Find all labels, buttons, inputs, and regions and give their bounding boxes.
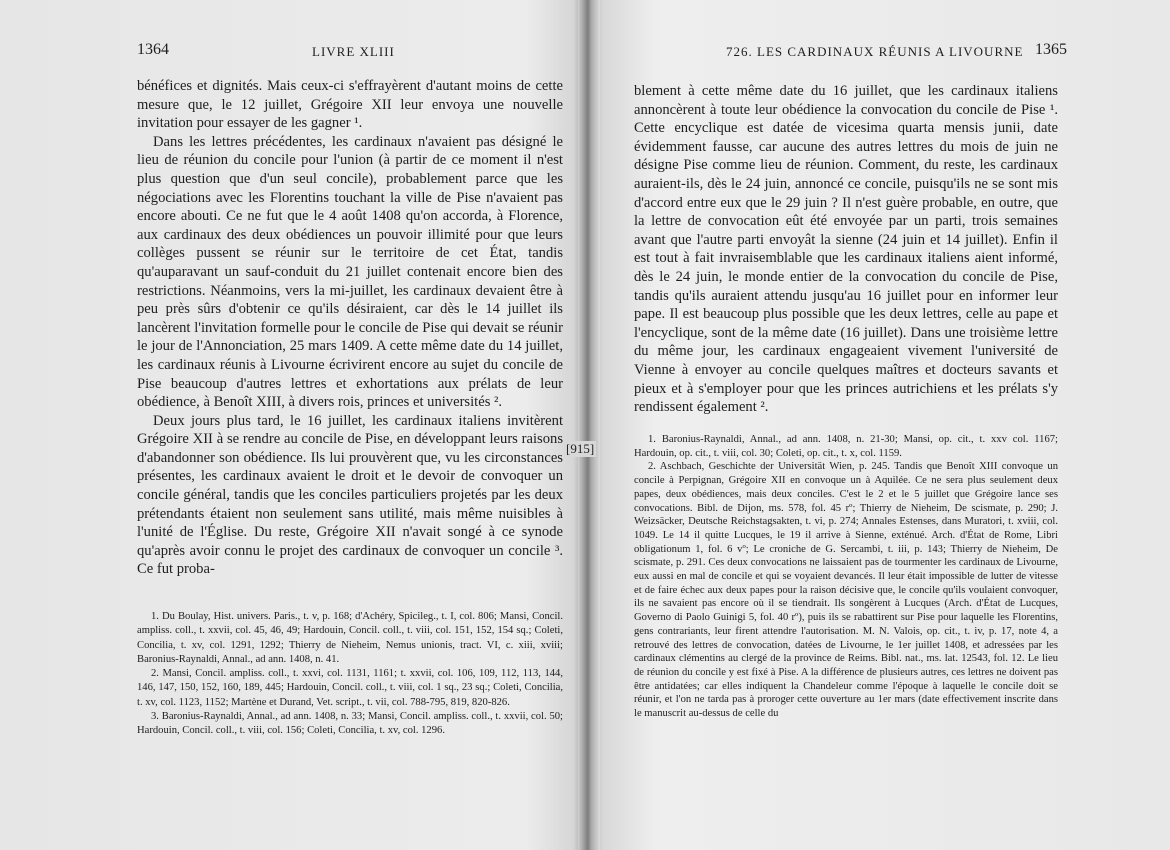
footnote: 3. Baronius-Raynaldi, Annal., ad ann. 1408, n. 33; Mansi, Concil. ampliss. coll., t. xxvii, col. 50; Hardouin, Concil. coll., t. viii, col. 156; Coleti, Concilia, t. xv, col. 1296.: [137, 711, 563, 737]
page-number: 1365: [1035, 41, 1067, 58]
running-head: LIVRE XLIII: [312, 44, 395, 59]
paragraph: Dans les lettres précédentes, les cardinaux n'avaient pas désigné le lieu de réunion du concile pour l'union (à partir de ce moment il n'est plus question que d'un seul concile), probablement parce que les négociations avec les Florentins touchant la ville de Pise n'avaient pas encore abouti. Ce ne fut que le 4 août 1408 qu'on accorda, à Florence, aux cardinaux des deux obédiences un pouvoir illimité pour que leurs collèges pussent se réunir sur le territoire de cet État, tandis qu'auparavant un sauf-conduit du 21 juillet contenait encore bien des restrictions. Néanmoins, vers la mi-juillet, les cardinaux devaient être à peu près sûrs d'obtenir ce qu'ils désiraient, car dès le 14 juillet ils lancèrent l'invitation formelle pour le concile de Pise qui devait se réunir le jour de l'Annonciation, 25 mars 1409. A cette même date du 14 juillet, les cardinaux réunis à Livourne écrivirent encore au sujet du concile de Pise beaucoup d'autres lettres et exhortations aux prélats de leur obédience, à Benoît XIII, à divers rois, princes et universités ².: [137, 133, 563, 411]
footnotes: [137, 610, 563, 739]
page-number: 1364: [137, 41, 169, 58]
main-text: [634, 82, 1058, 417]
running-head: 726. LES CARDINAUX RÉUNIS A LIVOURNE: [726, 44, 1024, 59]
paragraph: bénéfices et dignités. Mais ceux-ci s'effrayèrent d'autant moins de cette mesure que, le 12 juillet, Grégoire XII leur envoya une nouvelle invitation pour essayer de les gagner ¹.: [137, 78, 563, 132]
margin-page-reference: [915]: [566, 441, 595, 456]
paragraph: Deux jours plus tard, le 16 juillet, les cardinaux italiens invitèrent Grégoire XII à se rendre au concile de Pise, en développant leurs raisons d'abandonner son obédience. Ils lui prouvèrent que, vu les circonstances présentes, les cardinaux avaient le droit et le devoir de convoquer un concile général, tandis que les conciles particuliers projetés par les deux prétendants étaient non seulement sans utilité, mais même nuisibles à l'unité de l'Église. Du reste, Grégoire XII n'avait songé à ce synode qu'après avoir connu le projet des cardinaux de convoquer un concile ³. Ce fut proba-: [137, 412, 563, 578]
footnote: 1. Du Boulay, Hist. univers. Paris., t. v, p. 168; d'Achéry, Spicileg., t. I, col. 806; Mansi, Concil. ampliss. coll., t. xxvii, col. 45, 46, 49; Hardouin, Concil. coll., t. viii, col. 151, 152, 154 sq.; Coleti, Concilia, t. xv, col. 1291, 1292; Thierry de Nieheim, Nemus unionis, tract. VI, c. xiii, xviii; Baronius-Raynaldi, Annal., ad ann. 1408, n. 41.: [137, 611, 563, 665]
footnotes: [634, 433, 1058, 721]
paragraph: blement à cette même date du 16 juillet, que les cardinaux italiens annoncèrent à toute leur obédience la convocation du concile de Pise ¹. Cette encyclique est datée de vicesima quarta mensis junii, date évidemment fausse, car aucune des autres lettres du mois de juin ne désigne Pise comme lieu de réunion. Comment, du reste, les cardinaux auraient-ils, dès le 24 juin, annoncé ce concile, puisqu'ils ne se sont mis d'accord entre eux que le 29 juin ? Il n'est guère probable, en outre, que la lettre de convocation eût été envoyée par un parti, trois semaines avant que l'autre parti envoyât la sienne (24 juin et 14 juillet). Enfin il est tout à fait invraisemblable que les cardinaux italiens aient informé, dès le 24 juin, le monde entier de la convocation du concile de Pise, tandis qu'ils auraient attendu jusqu'au 16 juillet pour en informer leur pape. Il est beaucoup plus possible que les deux lettres, celle au pape et l'encyclique, sont de la même date (16 juillet). Dans une troisième lettre du même jour, les cardinaux engageaient vivement l'université de Vienne à envoyer au concile quelques maîtres et docteurs savants et pieux et à s'employer pour que les princes autrichiens et les prélats s'y rendissent également ².: [634, 83, 1058, 416]
footnote: 2. Mansi, Concil. ampliss. coll., t. xxvi, col. 1131, 1161; t. xxvii, col. 106, 109, 112, 113, 144, 146, 147, 150, 152, 160, 189, 445; Hardouin, Concil. coll., t. viii, col. 1 sq., 23 sq.; Coleti, Concilia, t. xv, col. 1123, 1152; Martène et Durand, Vet. script., t. vii, col. 788-795, 819, 820-826.: [137, 668, 563, 708]
right-page: [600, 0, 1170, 850]
main-text: [137, 77, 563, 579]
footnote: 1. Baronius-Raynaldi, Annal., ad ann. 1408, n. 21-30; Mansi, op. cit., t. xxv col. 1167; Hardouin, op. cit., t. viii, col. 30; Coleti, op. cit., t. x, col. 1159.: [634, 434, 1058, 459]
footnote: 2. Aschbach, Geschichte der Universität Wien, p. 245. Tandis que Benoît XIII convoque un concile à Perpignan, Grégoire XII en convoque un à Aquilée. Ce ne sera plus seulement deux papes, deux obédiences, mais deux conciles. C'est le 2 et le 5 juillet que Grégoire lance ses convocations. Bibl. de Dijon, ms. 578, fol. 45 rº; Thierry de Nieheim, De scismate, p. 290; J. Weizsäcker, Deutsche Reichstagsakten, t. vi, p. 274; Annales Estenses, dans Muratori, t. xviii, col. 1049. Le 14 il quitte Lucques, le 19 il arrive à Sienne, exténué. Arch. d'État de Rome, Libri obligationum 1, fol. 6 vº; Le croniche de G. Sercambi, t. iii, p. 143; Thierry de Nieheim, De scismate, p. 291. Ces deux convocations ne laissaient pas de tourmenter les cardinaux de Livourne, eux aussi en mal de concile et qui se voyaient devancés. Il leur était impossible de lutter de vitesse et de faire échec aux deux papes pour la raison décisive que, le concile qu'ils voulaient convoquer, ils ne savaient pas encore où il se tiendrait. Ils songèrent à Lucques (Arch. d'État de Lucques, Governo di Paolo Guinigi 5, fol. 40 rº), puis ils se rabattirent sur Pise pour laquelle les Florentins, gens contrariants, leur firent attendre l'autorisation. M. N. Valois, op. cit., t. iv, p. 17, note 4, a retrouvé des lettres de convocation, datées de Livourne, le 1er juillet 1408, et adressées par les cardinaux clémentins au clergé de la province de Reims. Bibl. nat., ms. lat. 12543, fol. 12. Le lieu de réunion du concile y est fixé à Pise. A la différence de plusieurs autres, ces lettres ne doivent pas être antidatées; car elles indiquent la Chandeleur comme l'époque à laquelle le concile doit se réunir, et l'on ne tarda pas à proroger cette ouverture au 1er mars (date effectivement inscrite dans le manuscrit au-dessus de celle du: [634, 461, 1058, 720]
